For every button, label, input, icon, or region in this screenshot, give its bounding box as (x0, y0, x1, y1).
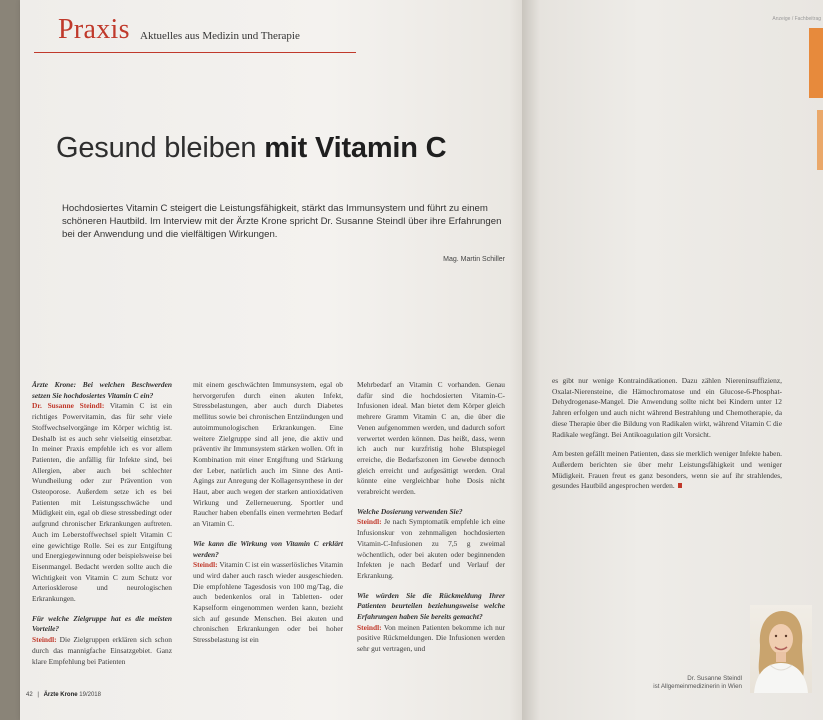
answer-text: Vitamin C ist ein wasserlösliches Vitamin und wird daher auch rasch wieder ausgeschieden. Die empfohlene Tagesdosis von 100 mg/Tag, die auch bedenkenlos oral in Tabletten- oder Kapselform eingenommen werden kann, bezieht sich auf gesunde Menschen. Bei akuten und chronischen Erkrankungen oder bei hoher Stressbelastung ist ein (193, 560, 343, 645)
answer-text: Von meinen Patienten bekomme ich nur positive Rückmeldungen. Die Infusionen werden sehr gut vertragen, und (357, 622, 505, 654)
author-portrait (750, 605, 812, 693)
paragraph: Mehrbedarf an Vitamin C vorhanden. Genau dafür sind die hochdosierten Vitamin-C-Infusionen ideal. Man bietet dem Körper gleich mehrere Gramm Vitamin C an, die über die Venen aufgenommen werden, und dadurch sofort verwertet werden können. Das heißt, dass, wenn ich auch nur kurzfristig hohe Blutspiegel erreiche, die Bedarfszonen im Gewebe dennoch gleich erreicht und aufgesättigt werden. Oral könnte eine vergleichbar hohe Dosis nicht verabreicht werden. (357, 380, 505, 497)
answer-4 (357, 517, 505, 581)
closing-paragraph (552, 449, 782, 492)
ad-label: Anzeige / Fachbeitrag (772, 16, 821, 22)
page-footer: 42 | Ärzte Krone 19/2018 (26, 692, 101, 698)
magazine-name: Ärzte Krone (43, 692, 78, 698)
page-number: 42 (26, 692, 33, 698)
article-lead: Hochdosiertes Vitamin C steigert die Leistungsfähigkeit, stärkt das Immunsystem und führt zu einem schöneren Hautbild. Im Interview mit der Ärzte Krone spricht Dr. Susanne Steindl über ihre Erfahrungen bei der Anwendung und die vielfältigen Wirkungen. (62, 203, 502, 241)
portrait-caption (560, 675, 742, 692)
speaker-label: Steindl: (357, 622, 382, 632)
answer-5 (357, 623, 505, 655)
end-of-article-mark (678, 483, 682, 488)
answer-text: Vitamin C ist ein richtiges Powervitamin, das für sehr viele Stoffwechselvorgänge im Körper wichtig ist. Deshalb ist es auch sehr vielseitig einsetzbar. In meiner Praxis empfehle ich es vor allem Patienten, die anfällig für Infekte sind, bei Allergien, aber auch bei schlechter Wundheilung oder zur Prävention von Osteoporose. Außerdem setze ich es bei Patienten mit Leistungsschwäche und Müdigkeit ein, egal ob diese stressbedingt oder aufgrund chronischer Erkrankungen auftreten. Auch im Leberstoffwechsel spielt Vitamin C eine gewichtige Rolle. Sei es zur Entgiftung und Energiegewinnung oder beispielsweise bei Eisenmangel. Bedacht werden sollte auch die Wichtigkeit von Vitamin C zum Schutz vor Arteriosklerose und neurologischen Erkrankungen. (32, 401, 172, 604)
portrait-illustration (750, 605, 812, 693)
caption-name: Dr. Susanne Steindl (687, 675, 742, 682)
section-subtitle: Aktuelles aus Medizin und Therapie (140, 30, 300, 42)
article-author: Mag. Martin Schiller (443, 256, 505, 263)
paragraph: es gibt nur wenige Kontraindikationen. Dazu zählen Niereninsuffizienz, Oxalat-Nierensteine, die Hämochromatose und ein Glucose-6-Phosphat-Dehydrogenase-Mangel. Die Anwendung sollte nicht bei Kindern unter 12 Jahren erfolgen und auch nicht während Bestrahlung und Chemotherapie, da diese Therapie über die Bildung von Radikalen wirkt, während Vitamin C die Radikale wegfängt. Bei Antikoagulation gilt Vorsicht. (552, 376, 782, 439)
headline-bold: mit Vitamin C (264, 132, 447, 164)
text-column-3 (357, 380, 505, 655)
answer-3 (193, 560, 343, 646)
question-4: Welche Dosierung verwenden Sie? (357, 506, 463, 516)
speaker-label: Dr. Susanne Steindl: (32, 401, 105, 411)
text-column-4 (552, 376, 782, 492)
answer-text: Je nach Symptomatik empfehle ich eine Infusionskur von zehnmaligen hochdosierten Vitamin-C-Infusionen zu 7,5 g zweimal wöchentlich, oder bei akuten oder beginnenden Infekten je nach Bedarf und Verlauf der Erkrankung. (357, 517, 505, 580)
issue-number: 19/2018 (79, 692, 101, 698)
orange-tab-marker (809, 28, 823, 98)
question-1: Ärzte Krone: Bei welchen Beschwerden setzen Sie hochdosiertes Vitamin C ein? (32, 380, 172, 400)
article-headline (56, 132, 446, 165)
speaker-label: Steindl: (193, 560, 218, 570)
headline-regular: Gesund bleiben (56, 132, 257, 164)
speaker-label: Steindl: (357, 517, 382, 527)
question-5: Wie würden Sie die Rückmeldung Ihrer Patienten beurteilen beziehungsweise welche Erfahrungen haben Sie bereits gemacht? (357, 590, 505, 622)
text-column-1 (32, 380, 172, 667)
text-column-2 (193, 380, 343, 646)
answer-1 (32, 401, 172, 604)
speaker-label: Steindl: (32, 635, 57, 645)
section-rule (34, 52, 356, 53)
answer-2 (32, 635, 172, 667)
question-3: Wie kann die Wirkung von Vitamin C erklärt werden? (193, 538, 343, 559)
question-2: Für welche Zielgruppe hat es die meisten Vorteile? (32, 613, 172, 634)
caption-role: ist Allgemeinmedizinerin in Wien (653, 683, 742, 691)
closing-text: Am besten gefällt meinen Patienten, dass sie merklich weniger Infekte haben. Außerdem berichten sie über mehr Leistungsfähigkeit und weniger Müdigkeit. Frauen freut es ganz besonders, wenn sie auf ihr strahlendes, gesundes Hautbild angesprochen werden. (552, 449, 782, 491)
orange-tab-marker-secondary (817, 110, 823, 170)
answer-text: Die Zielgruppen erklären sich schon durch das mannigfache Einsatzgebiet. Ganz klare Empfehlung bei Patienten (32, 635, 172, 666)
section-title: Praxis (58, 14, 130, 45)
paragraph: mit einem geschwächten Immunsystem, egal ob hervorgerufen durch einen akuten Infekt, Stressbelastungen, aber auch durch Diabetes mellitus sowie bei chronischen Entzündungen und autoimmunologischen Erkrankungen. Eine weitere Zielgruppe sind all jene, die aktiv und präventiv ihr Immunsystem stärken wollen. Oft in Kombination mit einer Entgiftung und Stärkung der Leber, natürlich auch im Sinne des Anti-Agings zur Anregung der Kollagensynthese in der Haut, aber auch wegen der starken antioxidativen Wirkung und Zellerneuerung. Sportler und Raucher haben ebenfalls einen vermehrten Bedarf an Vitamin C. (193, 380, 343, 529)
